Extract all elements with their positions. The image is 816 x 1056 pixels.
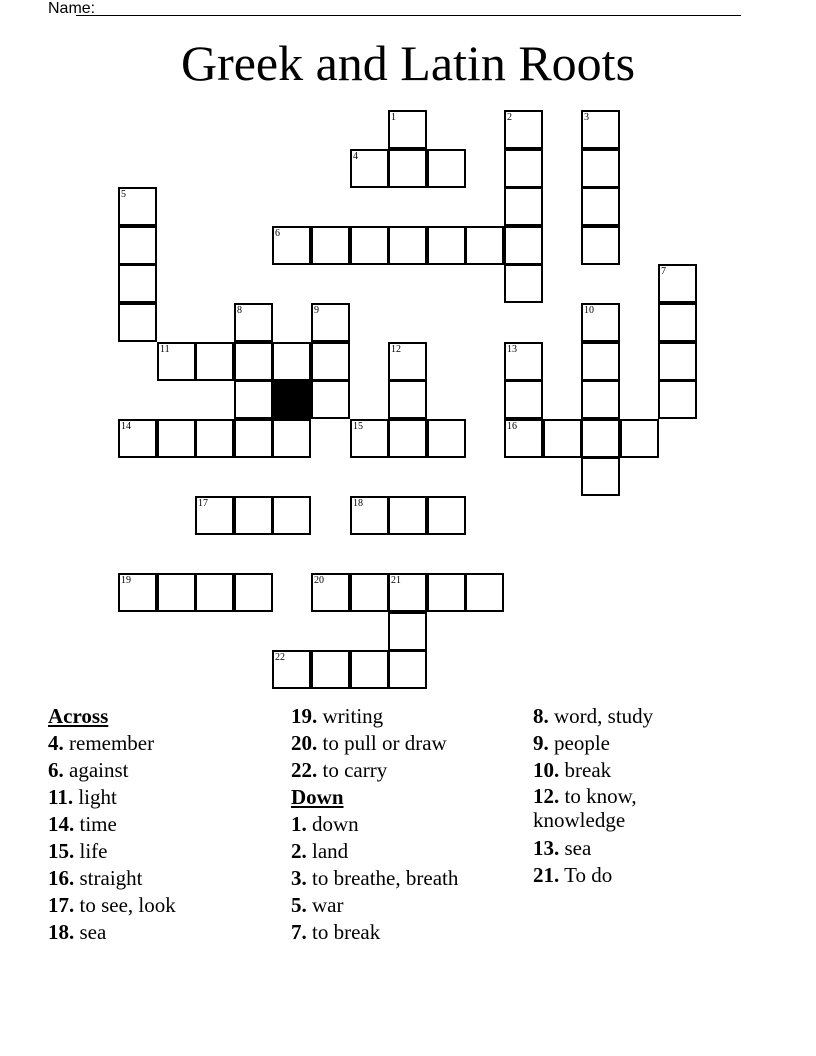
grid-cell[interactable] (388, 342, 427, 381)
down-heading: Down (291, 785, 344, 809)
grid-cell[interactable] (581, 380, 620, 419)
grid-cell[interactable] (581, 303, 620, 342)
clue-number: 2 (507, 112, 512, 123)
grid-cell[interactable] (427, 573, 466, 612)
grid-cell[interactable] (427, 419, 466, 458)
clue-number: 16 (507, 421, 517, 432)
across-clue-15: 15. life (48, 839, 108, 863)
down-clue-7: 7. to break (291, 920, 381, 944)
grid-cell[interactable] (118, 573, 157, 612)
grid-cell[interactable] (427, 496, 466, 535)
down-clue-10: 10. break (533, 758, 612, 782)
grid-cell[interactable] (581, 457, 620, 496)
grid-cell[interactable] (658, 264, 697, 303)
grid-cell[interactable] (350, 419, 389, 458)
clue-number: 13 (507, 344, 517, 355)
clue-number: 18 (353, 498, 363, 509)
grid-cell[interactable] (311, 303, 350, 342)
grid-cell[interactable] (195, 419, 234, 458)
grid-cell[interactable] (388, 612, 427, 651)
clue-number: 11 (160, 344, 170, 355)
clue-number: 15 (353, 421, 363, 432)
clue-number: 12 (391, 344, 401, 355)
grid-cell[interactable] (272, 419, 311, 458)
grid-cell[interactable] (311, 380, 350, 419)
grid-cell[interactable] (504, 110, 543, 149)
across-clue-11: 11. light (48, 785, 117, 809)
grid-cell[interactable] (504, 149, 543, 188)
name-label: Name: (48, 0, 96, 17)
down-clue-1: 1. down (291, 812, 359, 836)
down-clue-21: 21. To do (533, 863, 613, 887)
clue-number: 17 (198, 498, 208, 509)
grid-cell[interactable] (388, 573, 427, 612)
across-heading: Across (48, 704, 109, 728)
grid-cell[interactable] (272, 496, 311, 535)
black-cell (272, 380, 311, 419)
clue-number: 4 (353, 151, 358, 162)
clue-number: 20 (314, 575, 324, 586)
down-clue-13: 13. sea (533, 836, 592, 860)
down-clue-12: 12. to know, knowledge (533, 784, 637, 832)
grid-cell[interactable] (658, 380, 697, 419)
clue-number: 7 (661, 266, 666, 277)
grid-cell[interactable] (504, 380, 543, 419)
grid-cell[interactable] (311, 226, 350, 265)
grid-cell[interactable] (581, 110, 620, 149)
clue-number: 9 (314, 305, 319, 316)
down-clue-8: 8. word, study (533, 704, 654, 728)
grid-cell[interactable] (465, 573, 504, 612)
grid-cell[interactable] (504, 264, 543, 303)
grid-cell[interactable] (118, 226, 157, 265)
clue-number: 5 (121, 189, 126, 200)
grid-cell[interactable] (388, 380, 427, 419)
clue-number: 8 (237, 305, 242, 316)
clue-number: 21 (391, 575, 401, 586)
grid-cell[interactable] (620, 419, 659, 458)
clue-number: 10 (584, 305, 594, 316)
grid-cell[interactable] (427, 149, 466, 188)
clue-number: 19 (121, 575, 131, 586)
grid-cell[interactable] (388, 226, 427, 265)
grid-cell[interactable] (350, 149, 389, 188)
grid-cell[interactable] (427, 226, 466, 265)
grid-cell[interactable] (581, 342, 620, 381)
grid-cell[interactable] (195, 496, 234, 535)
grid-cell[interactable] (388, 110, 427, 149)
grid-cell[interactable] (504, 342, 543, 381)
down-clue-2: 2. land (291, 839, 349, 863)
grid-cell[interactable] (504, 187, 543, 226)
page-title: Greek and Latin Roots (180, 35, 636, 91)
grid-cell[interactable] (157, 419, 196, 458)
grid-cell[interactable] (234, 380, 273, 419)
clue-column-1 (48, 703, 283, 946)
grid-cell[interactable] (118, 264, 157, 303)
clue-number: 14 (121, 421, 131, 432)
down-clue-5: 5. war (291, 893, 344, 917)
grid-cell[interactable] (118, 419, 157, 458)
clue-number: 1 (391, 112, 396, 123)
across-clue-20: 20. to pull or draw (291, 731, 447, 755)
across-clue-16: 16. straight (48, 866, 143, 890)
across-clue-19: 19. writing (291, 704, 384, 728)
clue-number: 22 (275, 652, 285, 663)
grid-cell[interactable] (311, 342, 350, 381)
grid-cell[interactable] (272, 226, 311, 265)
grid-cell[interactable] (658, 342, 697, 381)
grid-cell[interactable] (234, 419, 273, 458)
across-clue-4: 4. remember (48, 731, 155, 755)
grid-cell[interactable] (350, 573, 389, 612)
grid-cell[interactable] (195, 573, 234, 612)
across-clue-17: 17. to see, look (48, 893, 176, 917)
grid-cell[interactable] (157, 573, 196, 612)
grid-cell[interactable] (118, 187, 157, 226)
clue-column-3 (533, 703, 768, 889)
clue-column-2 (291, 703, 526, 946)
grid-cell[interactable] (581, 187, 620, 226)
down-clue-3: 3. to breathe, breath (291, 866, 459, 890)
grid-cell[interactable] (465, 226, 504, 265)
grid-cell[interactable] (234, 342, 273, 381)
grid-cell[interactable] (234, 496, 273, 535)
grid-cell[interactable] (272, 342, 311, 381)
grid-cell[interactable] (581, 226, 620, 265)
grid-cell[interactable] (272, 650, 311, 689)
clue-number: 3 (584, 112, 589, 123)
grid-cell[interactable] (581, 419, 620, 458)
grid-cell[interactable] (388, 419, 427, 458)
across-clue-14: 14. time (48, 812, 117, 836)
across-clue-6: 6. against (48, 758, 129, 782)
across-clue-18: 18. sea (48, 920, 107, 944)
grid-cell[interactable] (543, 419, 582, 458)
grid-cell[interactable] (350, 226, 389, 265)
grid-cell[interactable] (234, 573, 273, 612)
grid-cell[interactable] (195, 342, 234, 381)
grid-cell[interactable] (581, 149, 620, 188)
grid-cell[interactable] (234, 303, 273, 342)
grid-cell[interactable] (311, 650, 350, 689)
clue-number: 6 (275, 228, 280, 239)
grid-cell[interactable] (504, 226, 543, 265)
down-clue-9: 9. people (533, 731, 610, 755)
grid-cell[interactable] (388, 149, 427, 188)
across-clue-22: 22. to carry (291, 758, 388, 782)
grid-cell[interactable] (157, 342, 196, 381)
grid-cell[interactable] (350, 650, 389, 689)
grid-cell[interactable] (350, 496, 389, 535)
grid-cell[interactable] (658, 303, 697, 342)
grid-cell[interactable] (118, 303, 157, 342)
grid-cell[interactable] (311, 573, 350, 612)
grid-cell[interactable] (388, 496, 427, 535)
grid-cell[interactable] (388, 650, 427, 689)
grid-cell[interactable] (504, 419, 543, 458)
